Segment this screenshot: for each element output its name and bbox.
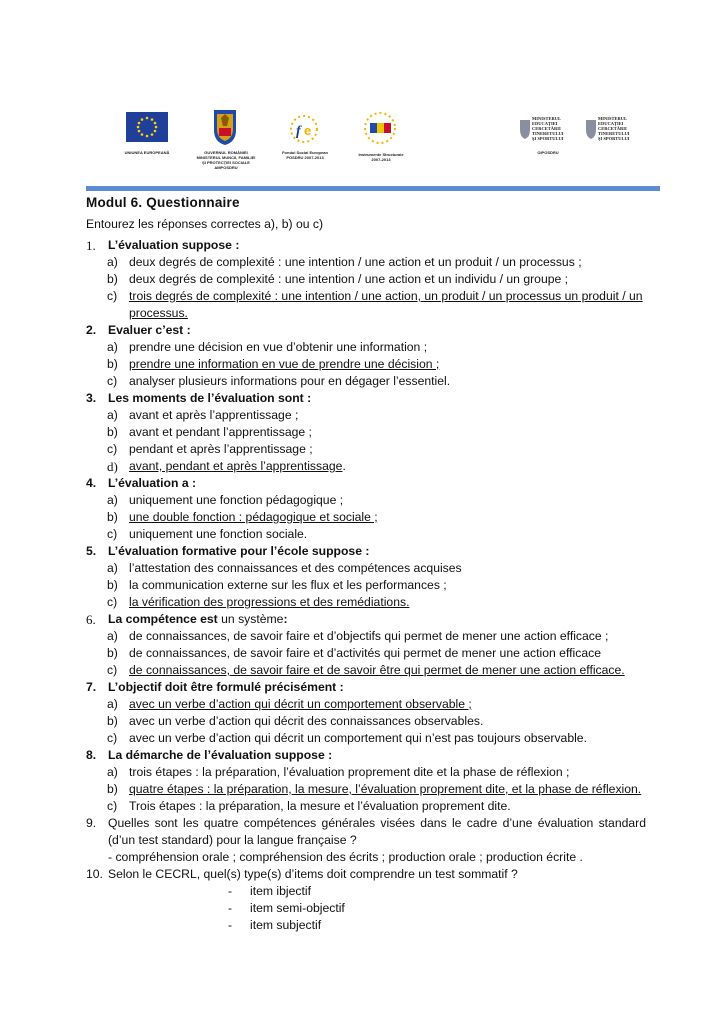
option-c [86, 526, 646, 543]
option-text-correct: quatre étapes : la préparation, la mesure, l’évaluation proprement dite, et la phase de réflexion. [129, 782, 642, 796]
option-b [86, 645, 646, 662]
option-b [86, 781, 646, 798]
option-text-correct: trois degrés de complexité : une intention / une action, un produit / un processus un produit / un processus. [129, 289, 643, 320]
question-text: Evaluer c’est : [108, 323, 191, 337]
option-letter: a) [107, 629, 118, 643]
question-1 [86, 237, 646, 254]
question-9-answer: - compréhension orale ; compréhension des écrits ; production orale ; production écrite . [108, 850, 583, 864]
question-text-end: : [283, 612, 288, 626]
option-letter: a) [107, 408, 118, 422]
option-a [86, 254, 646, 271]
options-q5 [86, 560, 646, 611]
option-c [86, 373, 646, 390]
option-a [86, 764, 646, 781]
option-letter: d) [107, 459, 118, 474]
option-c [86, 441, 646, 458]
option-b [86, 577, 646, 594]
svg-text:e: e [304, 123, 312, 138]
option-letter: b) [107, 714, 118, 728]
option-c [86, 798, 646, 815]
option-b [86, 271, 646, 288]
option-a [86, 696, 646, 713]
option-text-correct: la vérification des progressions et des remédiations. [129, 595, 410, 609]
option-text: deux degrés de complexité : une intention / une action et un individu / un groupe ; [129, 272, 569, 286]
question-7 [86, 679, 646, 696]
option-text: pendant et après l’apprentissage ; [129, 442, 313, 456]
question-6 [86, 611, 646, 628]
question-number: 2. [86, 323, 97, 337]
document-body [86, 194, 646, 934]
option-c [86, 730, 646, 747]
option-letter: c) [107, 595, 118, 609]
question-number: 7. [86, 680, 97, 694]
option-text-correct: une double fonction : pédagogique et sociale ; [129, 510, 378, 524]
option-c [86, 662, 646, 679]
option-letter: c) [107, 731, 118, 745]
option-a [86, 560, 646, 577]
option-text-correct: de connaissances, de savoir faire et de savoir être qui permet de mener une action efficace. [129, 663, 625, 677]
question-number: 1. [86, 238, 96, 253]
option-text: de connaissances, de savoir faire et d’objectifs qui permet de mener une action efficace ; [129, 629, 609, 643]
options-q4 [86, 492, 646, 543]
fse-logo-icon [286, 112, 324, 146]
question-number: 5. [86, 544, 97, 558]
option-b [86, 509, 646, 526]
question-text: Selon le CECRL, quel(s) type(s) d’items doit comprendre un test sommatif ? [108, 867, 518, 881]
item-type: - item subjectif [228, 918, 322, 932]
eu-flag-icon [126, 112, 168, 142]
option-text: uniquement une fonction pédagogique ; [129, 493, 344, 507]
option-letter: b) [107, 510, 118, 524]
option-text: uniquement une fonction sociale. [129, 527, 308, 541]
option-text: Trois étapes : la préparation, la mesure et l’évaluation proprement dite. [129, 799, 511, 813]
option-b [86, 424, 646, 441]
header-divider [86, 186, 660, 191]
government-caption: GUVERNUL ROMÂNIEI MINISTERUL MUNCII, FAMILIEI ŞI PROTECŢIEI SOCIALE AMPOSDRU [196, 150, 256, 170]
option-a [86, 407, 646, 424]
question-8 [86, 747, 646, 764]
option-letter: c) [107, 442, 118, 456]
question-9 [86, 815, 646, 849]
question-number: 4. [86, 476, 97, 490]
option-letter: c) [107, 374, 118, 388]
svg-text:f: f [296, 124, 301, 139]
option-text: avant et après l’apprentissage ; [129, 408, 299, 422]
option-text: trois étapes : la préparation, l’évaluation proprement dite et la phase de réflexion ; [129, 765, 570, 779]
question-number: 9. [86, 816, 97, 830]
option-letter: b) [107, 782, 118, 796]
option-letter: b) [107, 357, 118, 371]
option-letter: a) [107, 255, 118, 269]
options-q6 [86, 628, 646, 679]
question-text: L’évaluation suppose : [108, 238, 240, 252]
question-number: 8. [86, 748, 97, 762]
question-text: La démarche de l’évaluation suppose : [108, 748, 333, 762]
option-text: analyser plusieurs informations pour en dégager l’essentiel. [129, 374, 451, 388]
option-text: l’attestation des connaissances et des compétences acquises [129, 561, 462, 575]
option-letter: a) [107, 697, 118, 711]
options-q3 [86, 407, 646, 475]
option-letter: b) [107, 272, 118, 286]
question-text: La compétence est [108, 612, 218, 626]
option-text-correct: avant, pendant et après l’apprentissage [129, 459, 343, 473]
question-4 [86, 475, 646, 492]
option-letter: a) [107, 765, 118, 779]
question-text: L’objectif doit être formulé précisément : [108, 680, 344, 694]
option-text: la communication externe sur les flux et les performances ; [129, 578, 447, 592]
page-title: Modul 6. Questionnaire [86, 195, 240, 210]
option-b [86, 713, 646, 730]
question-number: 10. [86, 867, 103, 881]
question-text: Les moments de l’évaluation sont : [108, 391, 312, 405]
ministry-crest-icon-2 [584, 118, 598, 140]
item-label: item subjectif [250, 918, 322, 932]
options-q1 [86, 254, 646, 322]
ministry-caption-2: MINISTERUL EDUCAŢIEI CERCETĂRII TINERETULUI ŞI SPORTULUI [598, 116, 630, 141]
option-text-correct: prendre une information en vue de prendre une décision ; [129, 357, 440, 371]
option-letter: a) [107, 340, 118, 354]
oiposdru-caption: OIPOSDRU [537, 150, 559, 155]
instrumente-structurale-icon [358, 110, 402, 146]
question-text: L’évaluation formative pour l’école suppose : [108, 544, 370, 558]
item-label: item ibjectif [250, 884, 311, 898]
question-number: 3. [86, 391, 97, 405]
option-a [86, 628, 646, 645]
option-a [86, 339, 646, 356]
fse-caption: Fondul Social European POSDRU 2007-2013 [282, 150, 328, 160]
option-text: avec un verbe d’action qui décrit un comportement qui n’est pas toujours observable. [129, 731, 587, 745]
option-text: avant et pendant l’apprentissage ; [129, 425, 312, 439]
question-2 [86, 322, 646, 339]
option-text: de connaissances, de savoir faire et d’activités qui permet de mener une action efficace [129, 646, 601, 660]
option-d [86, 458, 646, 475]
option-letter: c) [107, 289, 118, 303]
header-logos [0, 0, 728, 190]
option-c [86, 288, 646, 322]
ministry-caption-1: MINISTERUL EDUCAŢIEI CERCETĂRII TINERETULUI ŞI SPORTULUI [532, 116, 564, 141]
option-letter: b) [107, 646, 118, 660]
question-3 [86, 390, 646, 407]
option-c [86, 594, 646, 611]
options-q7 [86, 696, 646, 747]
question-number: 6. [86, 612, 96, 627]
option-letter: a) [107, 561, 118, 575]
item-type: - item semi-objectif [228, 901, 345, 915]
eu-caption: UNIUNEA EUROPEANĂ [124, 150, 170, 155]
option-letter: b) [107, 425, 118, 439]
options-q8 [86, 764, 646, 815]
option-letter: b) [107, 578, 118, 592]
question-text: Quelles sont les quatre compétences générales visées dans le cadre d’une évaluation standard (d’un test standard) pour la langue française ? [108, 816, 646, 847]
item-label: item semi-objectif [250, 901, 345, 915]
option-letter: a) [107, 493, 118, 507]
instruction: Entourez les réponses correctes a), b) ou c) [86, 217, 324, 231]
question-text-normal: un système [217, 612, 284, 626]
option-letter: c) [107, 799, 118, 813]
option-text: avec un verbe d’action qui décrit des connaissances observables. [129, 714, 484, 728]
option-text: prendre une décision en vue d’obtenir une information ; [129, 340, 428, 354]
option-b [86, 356, 646, 373]
question-5 [86, 543, 646, 560]
option-letter: c) [107, 663, 118, 677]
option-text: deux degrés de complexité : une intention / une action et un produit / un processus ; [129, 255, 582, 269]
question-10 [86, 866, 646, 883]
coat-of-arms-icon [210, 108, 240, 146]
option-a [86, 492, 646, 509]
question-text: L’évaluation a : [108, 476, 197, 490]
option-text-correct: avec un verbe d’action qui décrit un comportement observable ; [129, 697, 472, 711]
option-letter: c) [107, 527, 118, 541]
ministry-crest-icon-1 [518, 118, 532, 140]
options-q2 [86, 339, 646, 390]
instrumente-caption: Instrumente Structurale 2007-2013 [358, 152, 404, 162]
item-type: - item ibjectif [228, 884, 311, 898]
option-suffix: . [342, 459, 346, 473]
